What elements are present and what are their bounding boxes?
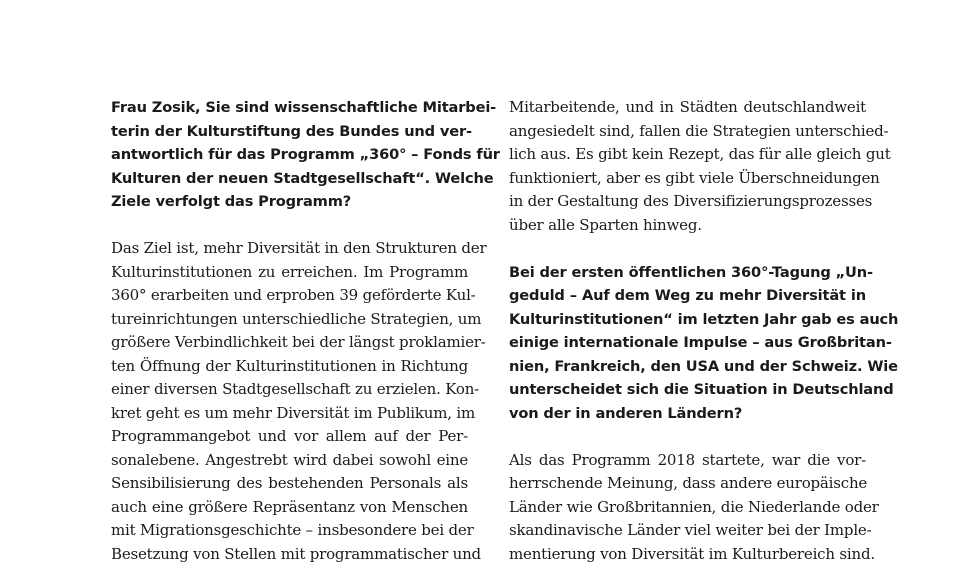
- text-line: Ziele verfolgt das Programm?: [111, 193, 352, 210]
- paragraph-gap: [509, 237, 866, 261]
- text-line: Bei der ersten öffentlichen 360°-Tagung „Un-: [509, 263, 873, 281]
- text-line: funktioniert, aber es gibt viele Überschneidungen: [509, 168, 880, 187]
- text-line: Sensibilisierung des bestehenden Personals als: [111, 474, 468, 492]
- text-line: kret geht es um mehr Diversität im Publikum, im: [111, 403, 476, 422]
- text-line: nien, Frankreich, den USA und der Schweiz. Wie: [509, 357, 898, 375]
- text-line: ten Öffnung der Kulturinstitutionen in Richtung: [111, 356, 468, 375]
- text-line: skandinavische Länder viel weiter bei der Imple-: [509, 521, 872, 539]
- text-line: sonalebene. Angestrebt wird dabei sowohl eine: [111, 450, 468, 469]
- text-line: Länder wie Großbritannien, die Niederlande oder: [509, 497, 879, 516]
- right-column: [509, 96, 899, 566]
- text-line: antwortlich für das Programm „360° – Fonds für: [111, 146, 500, 163]
- interview-question-1: [111, 96, 500, 214]
- interview-answer-1: [111, 237, 487, 566]
- left-column: [111, 96, 500, 566]
- interview-question-2: [509, 261, 899, 426]
- paragraph-gap: [111, 214, 468, 238]
- text-line: über alle Sparten hinweg.: [509, 215, 702, 234]
- text-line: einer diversen Stadtgesellschaft zu erzielen. Kon-: [111, 380, 480, 398]
- text-line: Programmangebot und vor allem auf der Per-: [111, 427, 468, 445]
- text-line: einige internationale Impulse – aus Großbritan-: [509, 334, 892, 351]
- paragraph-gap: [509, 425, 866, 449]
- interview-answer-1-continued: [509, 96, 891, 237]
- text-line: 360° erarbeiten und erproben 39 geförderte Kul-: [111, 286, 476, 304]
- text-line: herrschende Meinung, dass andere europäische: [509, 474, 868, 492]
- interview-answer-2: [509, 449, 879, 567]
- text-line: Besetzung von Stellen mit programmatischer und: [111, 544, 481, 563]
- text-line: mentierung von Diversität im Kulturbereich sind.: [509, 544, 875, 563]
- text-line: größere Verbindlichkeit bei der längst proklamier-: [111, 333, 486, 351]
- text-line: mit Migrationsgeschichte – insbesondere bei der: [111, 521, 474, 539]
- text-line: Als das Programm 2018 startete, war die vor-: [509, 450, 866, 469]
- text-line: Das Ziel ist, mehr Diversität in den Strukturen der: [111, 239, 487, 257]
- text-line: unterscheidet sich die Situation in Deutschland: [509, 381, 894, 398]
- text-line: terin der Kulturstiftung des Bundes und ver-: [111, 122, 472, 140]
- text-line: von der in anderen Ländern?: [509, 404, 743, 422]
- text-line: Kulturinstitutionen zu erreichen. Im Programm: [111, 262, 468, 281]
- text-line: lich aus. Es gibt kein Rezept, das für alle gleich gut: [509, 145, 891, 163]
- text-line: Kulturinstitutionen“ im letzten Jahr gab es auch: [509, 310, 899, 328]
- text-line: angesiedelt sind, fallen die Strategien unterschied-: [509, 121, 889, 140]
- text-line: Frau Zosik, Sie sind wissenschaftliche Mitarbei-: [111, 99, 497, 116]
- text-line: in der Gestaltung des Diversifizierungsprozesses: [509, 192, 873, 210]
- text-line: tureinrichtungen unterschiedliche Strategien, um: [111, 309, 482, 328]
- text-line: auch eine größere Repräsentanz von Menschen: [111, 497, 468, 516]
- text-line: Kulturen der neuen Stadtgesellschaft“. Welche: [111, 169, 494, 187]
- text-line: Mitarbeitende, und in Städten deutschlandweit: [509, 98, 866, 116]
- text-line: geduld – Auf dem Weg zu mehr Diversität in: [509, 287, 866, 304]
